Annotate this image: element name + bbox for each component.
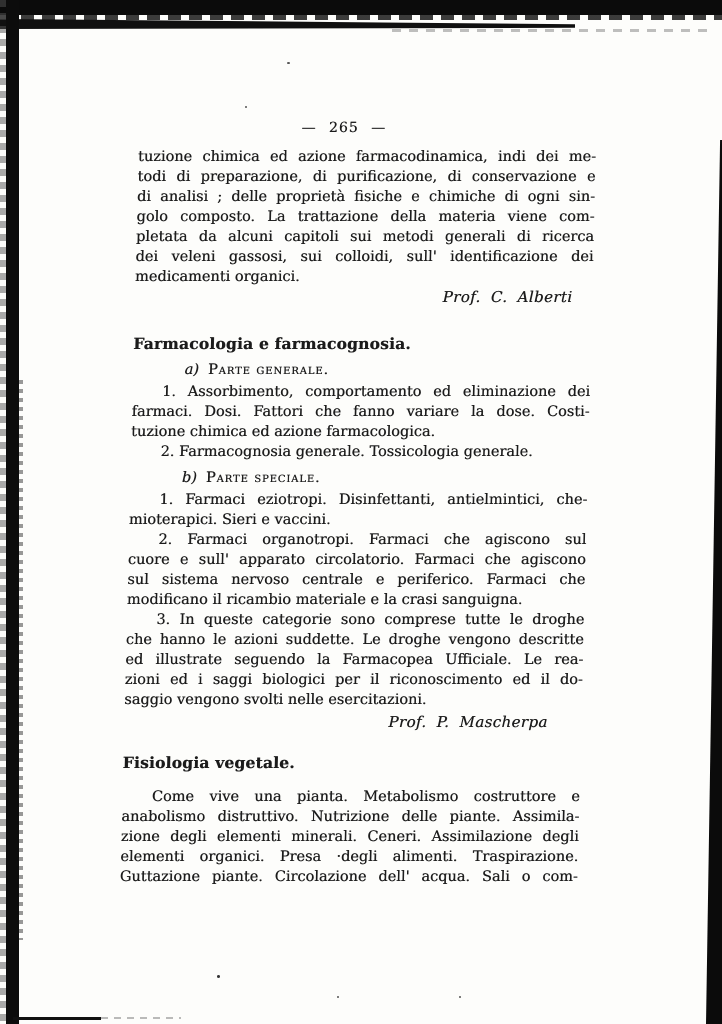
text-line: pletata da alcuni capitoli sui metodi generali di ricerca: [135, 229, 595, 245]
parte-speciale-item-1: [129, 490, 588, 530]
farmacologia-section: [123, 333, 591, 732]
signature-alberti: Prof. C. Alberti: [442, 288, 573, 306]
text-line: farmaci. Dosi. Fattori che fanno variare la dose. Costi-: [131, 404, 590, 420]
signature-mascherpa: Prof. P. Mascherpa: [388, 713, 548, 731]
subheading-parte-generale: [184, 360, 591, 380]
subheading-parte-speciale: [182, 468, 589, 488]
text-line: che hanno le azioni suddette. Le droghe vengono descritte: [125, 632, 585, 648]
scan-edge-left: [6, 0, 19, 1024]
parte-speciale-item-2: [127, 530, 587, 610]
text-line: modificano il ricambio materiale e la crasi sanguigna.: [126, 592, 523, 608]
heading-farmacologia: Farmacologia e farmacognosia.: [133, 334, 412, 353]
text-line: tuzione chimica ed azione farmacodinamica, indi dei me-: [137, 149, 597, 165]
text-line: 3. In queste categorie sono comprese tutte le droghe: [156, 612, 585, 628]
page-number: — 265 —: [301, 120, 387, 136]
text-line: Guttazione piante. Circolazione dell' acqua. Sali o com-: [119, 869, 579, 885]
subheading-prefix: a): [184, 362, 200, 378]
scan-edge-right: [706, 140, 722, 1024]
intro-paragraph: [135, 147, 597, 287]
text-line: elementi organici. Presa ·degli alimenti. Traspirazione.: [120, 849, 579, 865]
scan-edge-left-noise: [0, 0, 6, 1024]
text-line: sul sistema nervoso centrale e periferico. Farmaci che: [127, 572, 586, 588]
text-line: 1. Farmaci eziotropi. Disinfettanti, antielmintici, che-: [159, 492, 588, 508]
parte-generale-item-2: [130, 442, 589, 462]
text-line: zioni ed i saggi biologici per il riconoscimento ed il do-: [124, 672, 583, 688]
text-line: zione degli elementi minerali. Ceneri. Assimilazione degli: [120, 829, 580, 845]
fisiologia-section: [120, 752, 581, 887]
text-line: 2. Farmaci organotropi. Farmaci che agiscono sul: [158, 532, 587, 548]
page-text: [116, 0, 600, 1024]
parte-generale-item-1: [131, 382, 591, 442]
subheading-title: Parte speciale.: [205, 470, 321, 486]
text-line: 1. Assorbimento, comportamento ed eliminazione dei: [161, 384, 591, 400]
scan-edge-left-speckle: [19, 380, 23, 940]
text-line: di analisi ; delle proprietà fisiche e chimiche di ogni sin-: [136, 189, 596, 205]
text-line: saggio vengono svolti nelle esercitazioni.: [124, 692, 427, 708]
parte-speciale-item-3: [124, 610, 585, 710]
subheading-title: Parte generale.: [207, 362, 330, 378]
text-line: Come vive una pianta. Metabolismo costruttore e: [151, 789, 581, 805]
text-line: tuzione chimica ed azione farmacologica.: [130, 424, 436, 440]
fisiologia-paragraph: [120, 787, 581, 887]
scan-bottom-line: [13, 1017, 101, 1020]
subheading-prefix: b): [181, 470, 198, 486]
text-line: cuore e sull' apparato circolatorio. Farmaci che agiscono: [127, 552, 587, 568]
text-line: medicamenti organici.: [134, 269, 300, 285]
intro-section: [134, 118, 597, 307]
text-line: 2. Farmacognosia generale. Tossicologia generale.: [160, 444, 533, 460]
text-line: ed illustrate seguendo la Farmacopea Ufficiale. Le rea-: [125, 652, 584, 668]
text-line: anabolismo distruttivo. Nutrizione delle piante. Assimila-: [121, 809, 580, 825]
heading-fisiologia: Fisiologia vegetale.: [122, 753, 296, 772]
text-line: dei veleni gassosi, sui colloidi, sull' identificazione dei: [135, 249, 594, 265]
text-line: mioterapici. Sieri e vaccini.: [128, 512, 331, 528]
text-line: todi di preparazione, di purificazione, di conservazione e: [137, 169, 596, 185]
text-line: golo composto. La trattazione della materia viene com-: [136, 209, 595, 225]
